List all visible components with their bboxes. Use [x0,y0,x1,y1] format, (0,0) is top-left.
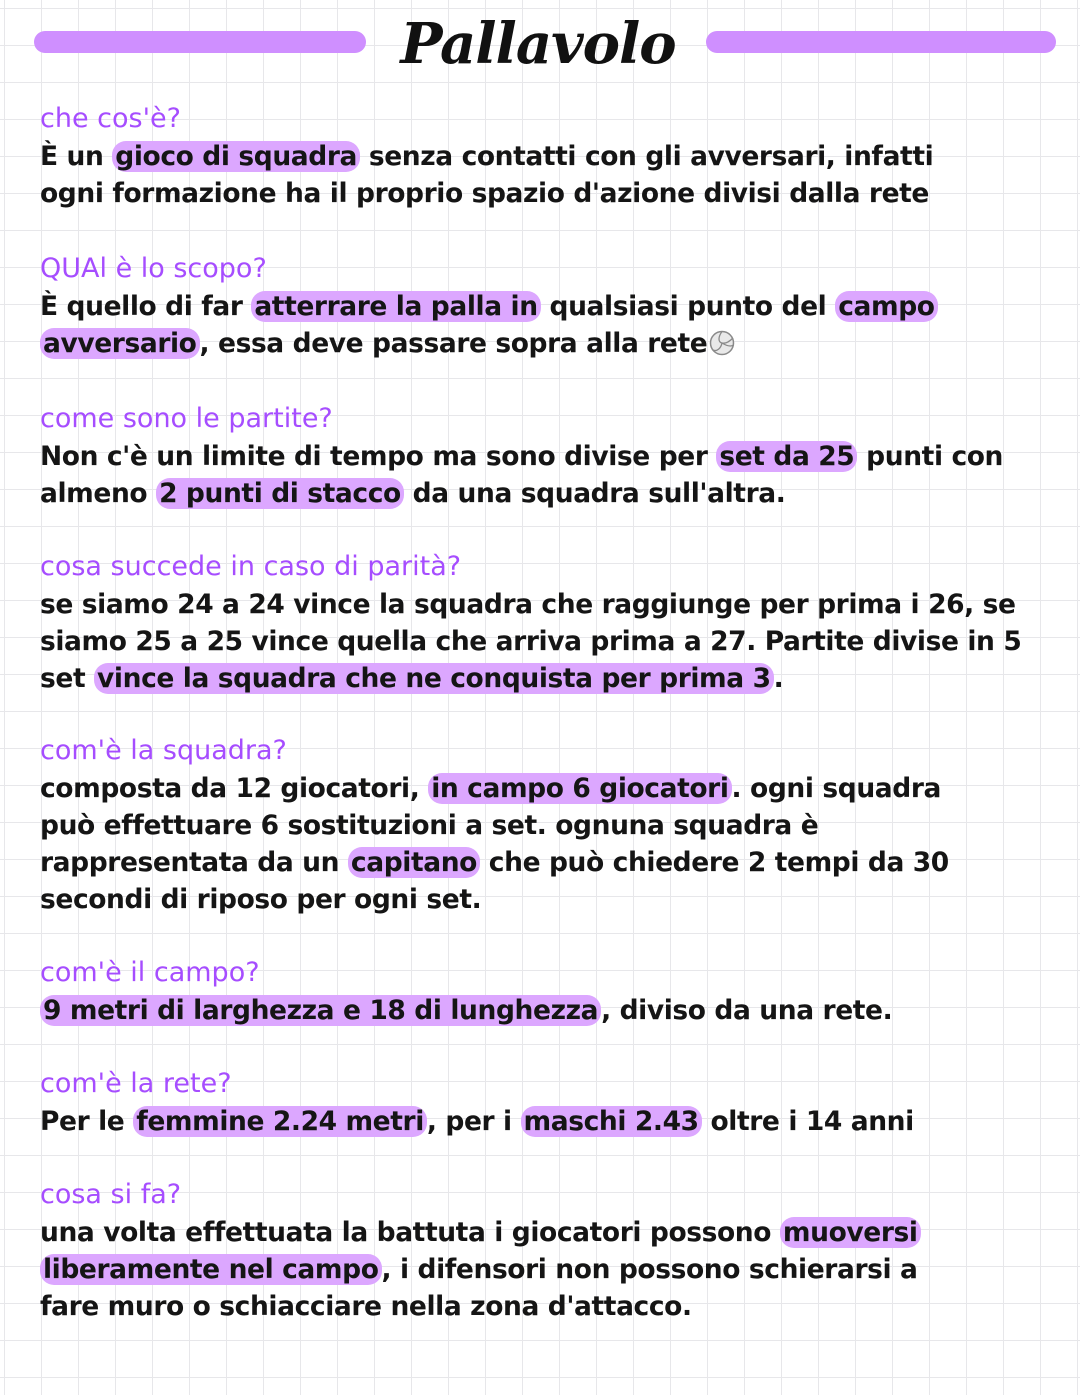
answer-line [40,138,1050,175]
highlighted-text: liberamente nel campo [40,1254,382,1285]
answer-text: , essa deve passare sopra alla rete [199,328,708,359]
section-question: com'è la rete? [40,1068,232,1099]
answer-text: set [40,663,95,694]
highlighted-text: femmine 2.24 metri [133,1106,427,1137]
answer-text: , per i [426,1106,521,1137]
answer-text: qualsiasi punto del [540,291,836,322]
section-question: che cos'è? [40,103,181,134]
answer-line [40,623,1050,660]
highlighted-text: set da 25 [716,441,857,472]
answer-line [40,1103,1050,1140]
answer-line [40,475,1050,512]
answer-text: se siamo 24 a 24 vince la squadra che raggiunge per prima i 26, se [40,589,1016,620]
highlighted-text: 9 metri di larghezza e 18 di lunghezza [40,995,601,1026]
highlighted-text: vince la squadra che ne conquista per prima 3 [94,663,774,694]
answer-line [40,175,1050,212]
answer-line [40,1214,1050,1251]
section-answer [40,770,1050,918]
highlighted-text: campo [835,291,937,322]
answer-line [40,881,1050,918]
highlighted-text: capitano [348,847,480,878]
section-answer [40,992,1050,1029]
highlighted-text: muoversi [780,1217,921,1248]
answer-text: ogni formazione ha il proprio spazio d'azione divisi dalla rete [40,178,929,209]
answer-text: punti con [857,441,1004,472]
note-section [40,1067,1050,1140]
answer-line [40,660,1050,697]
answer-text: senza contatti con gli avversari, infatti [360,141,934,172]
section-answer [40,1103,1050,1140]
section-question: QUAl è lo scopo? [40,253,267,284]
note-section [40,956,1050,1029]
answer-text: . ogni squadra [731,773,941,804]
answer-line [40,325,1050,362]
answer-line [40,288,1050,325]
answer-text: almeno [40,478,157,509]
highlighted-text: in campo 6 giocatori [428,773,731,804]
note-section [40,102,1050,212]
answer-text: Non c'è un limite di tempo ma sono divise per [40,441,717,472]
answer-line [40,1251,1050,1288]
section-question: cosa succede in caso di parità? [40,551,462,582]
section-answer [40,1214,1050,1325]
section-answer [40,138,1050,212]
answer-text: fare muro o schiacciare nella zona d'attacco. [40,1291,692,1322]
page-title: Pallavolo [400,11,676,77]
answer-text: che può chiedere 2 tempi da 30 [479,847,949,878]
answer-text: È un [40,141,113,172]
highlighted-text: avversario [40,328,200,359]
answer-line [40,807,1050,844]
answer-line [40,844,1050,881]
answer-text: composta da 12 giocatori, [40,773,429,804]
answer-line [40,1288,1050,1325]
answer-text: , i difensori non possono schierarsi a [381,1254,918,1285]
volleyball-icon [709,329,735,355]
answer-text: da una squadra sull'altra. [403,478,786,509]
note-section [40,402,1050,512]
highlighted-text: gioco di squadra [112,141,360,172]
note-section [40,734,1050,918]
answer-text: . [773,663,784,694]
answer-text: rappresentata da un [40,847,348,878]
decorative-bar-right [706,31,1056,53]
answer-text: Per le [40,1106,134,1137]
page-header [0,0,1080,96]
note-section [40,1178,1050,1325]
answer-text: secondi di riposo per ogni set. [40,884,482,915]
highlighted-text: atterrare la palla in [251,291,540,322]
section-answer [40,586,1050,697]
section-answer [40,438,1050,512]
answer-line [40,438,1050,475]
answer-text: siamo 25 a 25 vince quella che arriva prima a 27. Partite divise in 5 [40,626,1022,657]
answer-text: può effettuare 6 sostituzioni a set. ognuna squadra è [40,810,819,841]
answer-line [40,992,1050,1029]
answer-text: una volta effettuata la battuta i giocatori possono [40,1217,780,1248]
answer-line [40,770,1050,807]
section-question: com'è il campo? [40,957,260,988]
section-answer [40,288,1050,362]
section-question: com'è la squadra? [40,735,287,766]
highlighted-text: maschi 2.43 [521,1106,702,1137]
section-question: come sono le partite? [40,403,333,434]
section-question: cosa si fa? [40,1179,182,1210]
answer-line [40,586,1050,623]
decorative-bar-left [34,31,366,53]
highlighted-text: 2 punti di stacco [156,478,404,509]
answer-text: oltre i 14 anni [701,1106,914,1137]
answer-text: , diviso da una rete. [601,995,893,1026]
answer-text: È quello di far [40,291,252,322]
note-section [40,252,1050,362]
note-section [40,550,1050,697]
